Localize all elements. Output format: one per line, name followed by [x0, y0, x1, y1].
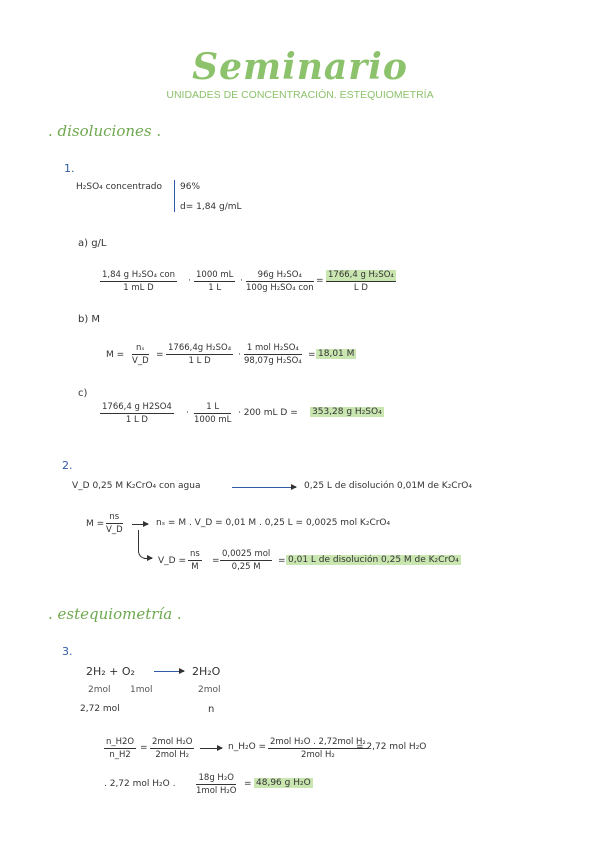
p1-a-label: a) g/L — [78, 238, 107, 249]
p1-b-f1-den: V_D — [132, 356, 149, 366]
p2-lhs: M = — [86, 519, 105, 529]
p1-data-pct: 96% — [180, 182, 201, 192]
p3-r1-result: = 2,72 mol H₂O — [356, 742, 427, 752]
p1-a-res-den: L D — [353, 283, 368, 293]
p2-l2-f2-num: 0,0025 mol — [222, 549, 271, 559]
p2-arrow-right-icon — [132, 524, 148, 525]
problem-3-number: 3. — [62, 645, 73, 658]
dot: · — [238, 350, 241, 360]
p3-r1-f1-num: n_H2O — [106, 737, 135, 747]
section-estequiometria: . estequiometría . — [48, 605, 182, 623]
p1-a-fraction-2 — [194, 270, 235, 293]
p3-r1-f3-num: 2mol H₂O . 2,72mol H₂ — [270, 737, 366, 747]
p3-reaction-arrow-icon — [154, 671, 184, 672]
p1-a-f3-den: 100g H₂SO₄ con — [246, 283, 314, 293]
p3-r2-f-den: 1mol H₂O — [196, 786, 237, 796]
p1-b-f1-num: nₛ — [132, 343, 149, 355]
problem-1-number: 1. — [64, 162, 75, 175]
p3-reaction-left: 2H₂ + O₂ — [86, 665, 135, 678]
p2-line2-lhs: V_D = — [158, 556, 186, 566]
page-title: Seminario — [192, 46, 408, 88]
p1-c-f2-den: 1000 mL — [194, 415, 232, 425]
p3-arrow-icon — [200, 748, 222, 749]
equals: = — [244, 779, 252, 789]
page-subtitle: UNIDADES DE CONCENTRACIÓN. ESTEQUIOMETRÍA — [166, 89, 434, 101]
p1-a-f2-den: 1 L — [208, 283, 222, 293]
p2-l2-f1-den: M — [191, 562, 199, 572]
p3-r2-f-num: 18g H₂O — [196, 773, 236, 785]
p2-line-1: nₛ = M . V_D = 0,01 M . 0,25 L = 0,0025 mol K₂CrO₄ — [156, 518, 391, 528]
p2-statement-right: 0,25 L de disolución 0,01M de K₂CrO₄ — [304, 481, 472, 491]
p2-f-den: V_D — [106, 525, 123, 535]
p1-b-fraction-1 — [132, 343, 149, 366]
p2-f-num: ns — [106, 512, 123, 524]
p1-b-f3-num: 1 mol H₂SO₄ — [244, 343, 302, 355]
p3-r1-f1-den: n_H2 — [109, 750, 131, 760]
p3-r1-f3-den: 2mol H₂ — [301, 750, 335, 760]
p1-a-result — [326, 270, 396, 293]
p1-c-f1-num: 1766,4 g H2SO4 — [102, 402, 172, 412]
p1-a-f3-num: 96g H₂SO₄ — [246, 270, 314, 282]
problem-2-number: 2. — [62, 459, 73, 472]
p3-mol-h2o: 2mol — [198, 685, 221, 695]
p1-a-fraction-3 — [246, 270, 314, 293]
p3-mol-o2: 1mol — [130, 685, 153, 695]
equals: = — [278, 556, 286, 566]
p3-r2-fraction — [196, 773, 236, 796]
equals: = — [140, 743, 148, 753]
p1-c-result: 353,28 g H₂SO₄ — [312, 407, 382, 417]
p3-r1-fraction-1 — [104, 737, 136, 760]
p1-a-f1-num: 1,84 g H₂SO₄ con — [102, 270, 175, 280]
p1-b-result: 18,01 M — [318, 349, 355, 359]
dot: · — [186, 408, 189, 418]
p2-l2-f1-num: ns — [190, 549, 200, 559]
section-disoluciones: . disoluciones . — [48, 122, 162, 140]
p2-line2-fraction-2 — [220, 549, 272, 572]
p1-data-density: d= 1,84 g/mL — [180, 202, 242, 212]
p3-unknown: n — [208, 704, 215, 715]
p3-given: 2,72 mol — [80, 704, 120, 714]
p1-a-res-num: 1766,4 g H₂SO₄ — [328, 270, 394, 280]
p1-c-label: c) — [78, 388, 88, 399]
p1-a-fraction-1 — [100, 270, 177, 293]
p2-statement-left: V_D 0,25 M K₂CrO₄ con agua — [72, 481, 201, 491]
p1-b-f3-den: 98,07g H₂SO₄ — [244, 356, 302, 366]
p3-reaction-right: 2H₂O — [192, 665, 221, 678]
p2-fraction — [106, 512, 123, 535]
p1-data-label: H₂SO₄ concentrado — [76, 182, 162, 192]
p2-arrow-icon — [232, 487, 296, 488]
p1-b-f2-den: 1 L D — [188, 356, 211, 366]
p2-arrow-small-icon — [144, 558, 152, 559]
p1-b-label: b) M — [78, 314, 101, 325]
p3-r1-fraction-3 — [268, 737, 368, 760]
p1-b-f2-num: 1766,4g H₂SO₄ — [168, 343, 232, 353]
equals: = — [316, 276, 324, 286]
p1-c-tail: · 200 mL D = — [238, 408, 298, 418]
dot: · — [240, 276, 243, 286]
p1-a-f1-den: 1 mL D — [123, 283, 154, 293]
equals: = — [156, 350, 164, 360]
p3-r2-result: 48,96 g H₂O — [256, 778, 311, 788]
p1-b-lhs: M = — [106, 350, 125, 360]
dot: · — [188, 276, 191, 286]
p1-b-fraction-3 — [244, 343, 302, 366]
p3-r1-mid: n_H₂O = — [228, 742, 267, 752]
p1-a-f2-num: 1000 mL — [196, 270, 234, 280]
p1-c-fraction-2 — [194, 402, 231, 425]
p1-c-f1-den: 1 L D — [125, 415, 148, 425]
p2-line2-result: 0,01 L de disolución 0,25 M de K₂CrO₄ — [288, 555, 459, 565]
p2-l2-f2-den: 0,25 M — [231, 562, 261, 572]
p3-r1-f2-den: 2mol H₂ — [155, 750, 190, 760]
p3-r1-f2-num: 2mol H₂O — [152, 737, 193, 747]
equals: = — [308, 350, 316, 360]
p2-line2-fraction-1 — [188, 549, 202, 572]
p1-c-fraction-1 — [100, 402, 174, 425]
p3-r2-lhs: . 2,72 mol H₂O . — [104, 779, 176, 789]
p3-r1-fraction-2 — [150, 737, 194, 760]
p1-b-fraction-2 — [166, 343, 233, 366]
p1-brace — [174, 180, 175, 212]
p1-c-f2-num: 1 L — [194, 402, 231, 414]
equals: = — [212, 556, 220, 566]
p3-mol-h2: 2mol — [88, 685, 111, 695]
